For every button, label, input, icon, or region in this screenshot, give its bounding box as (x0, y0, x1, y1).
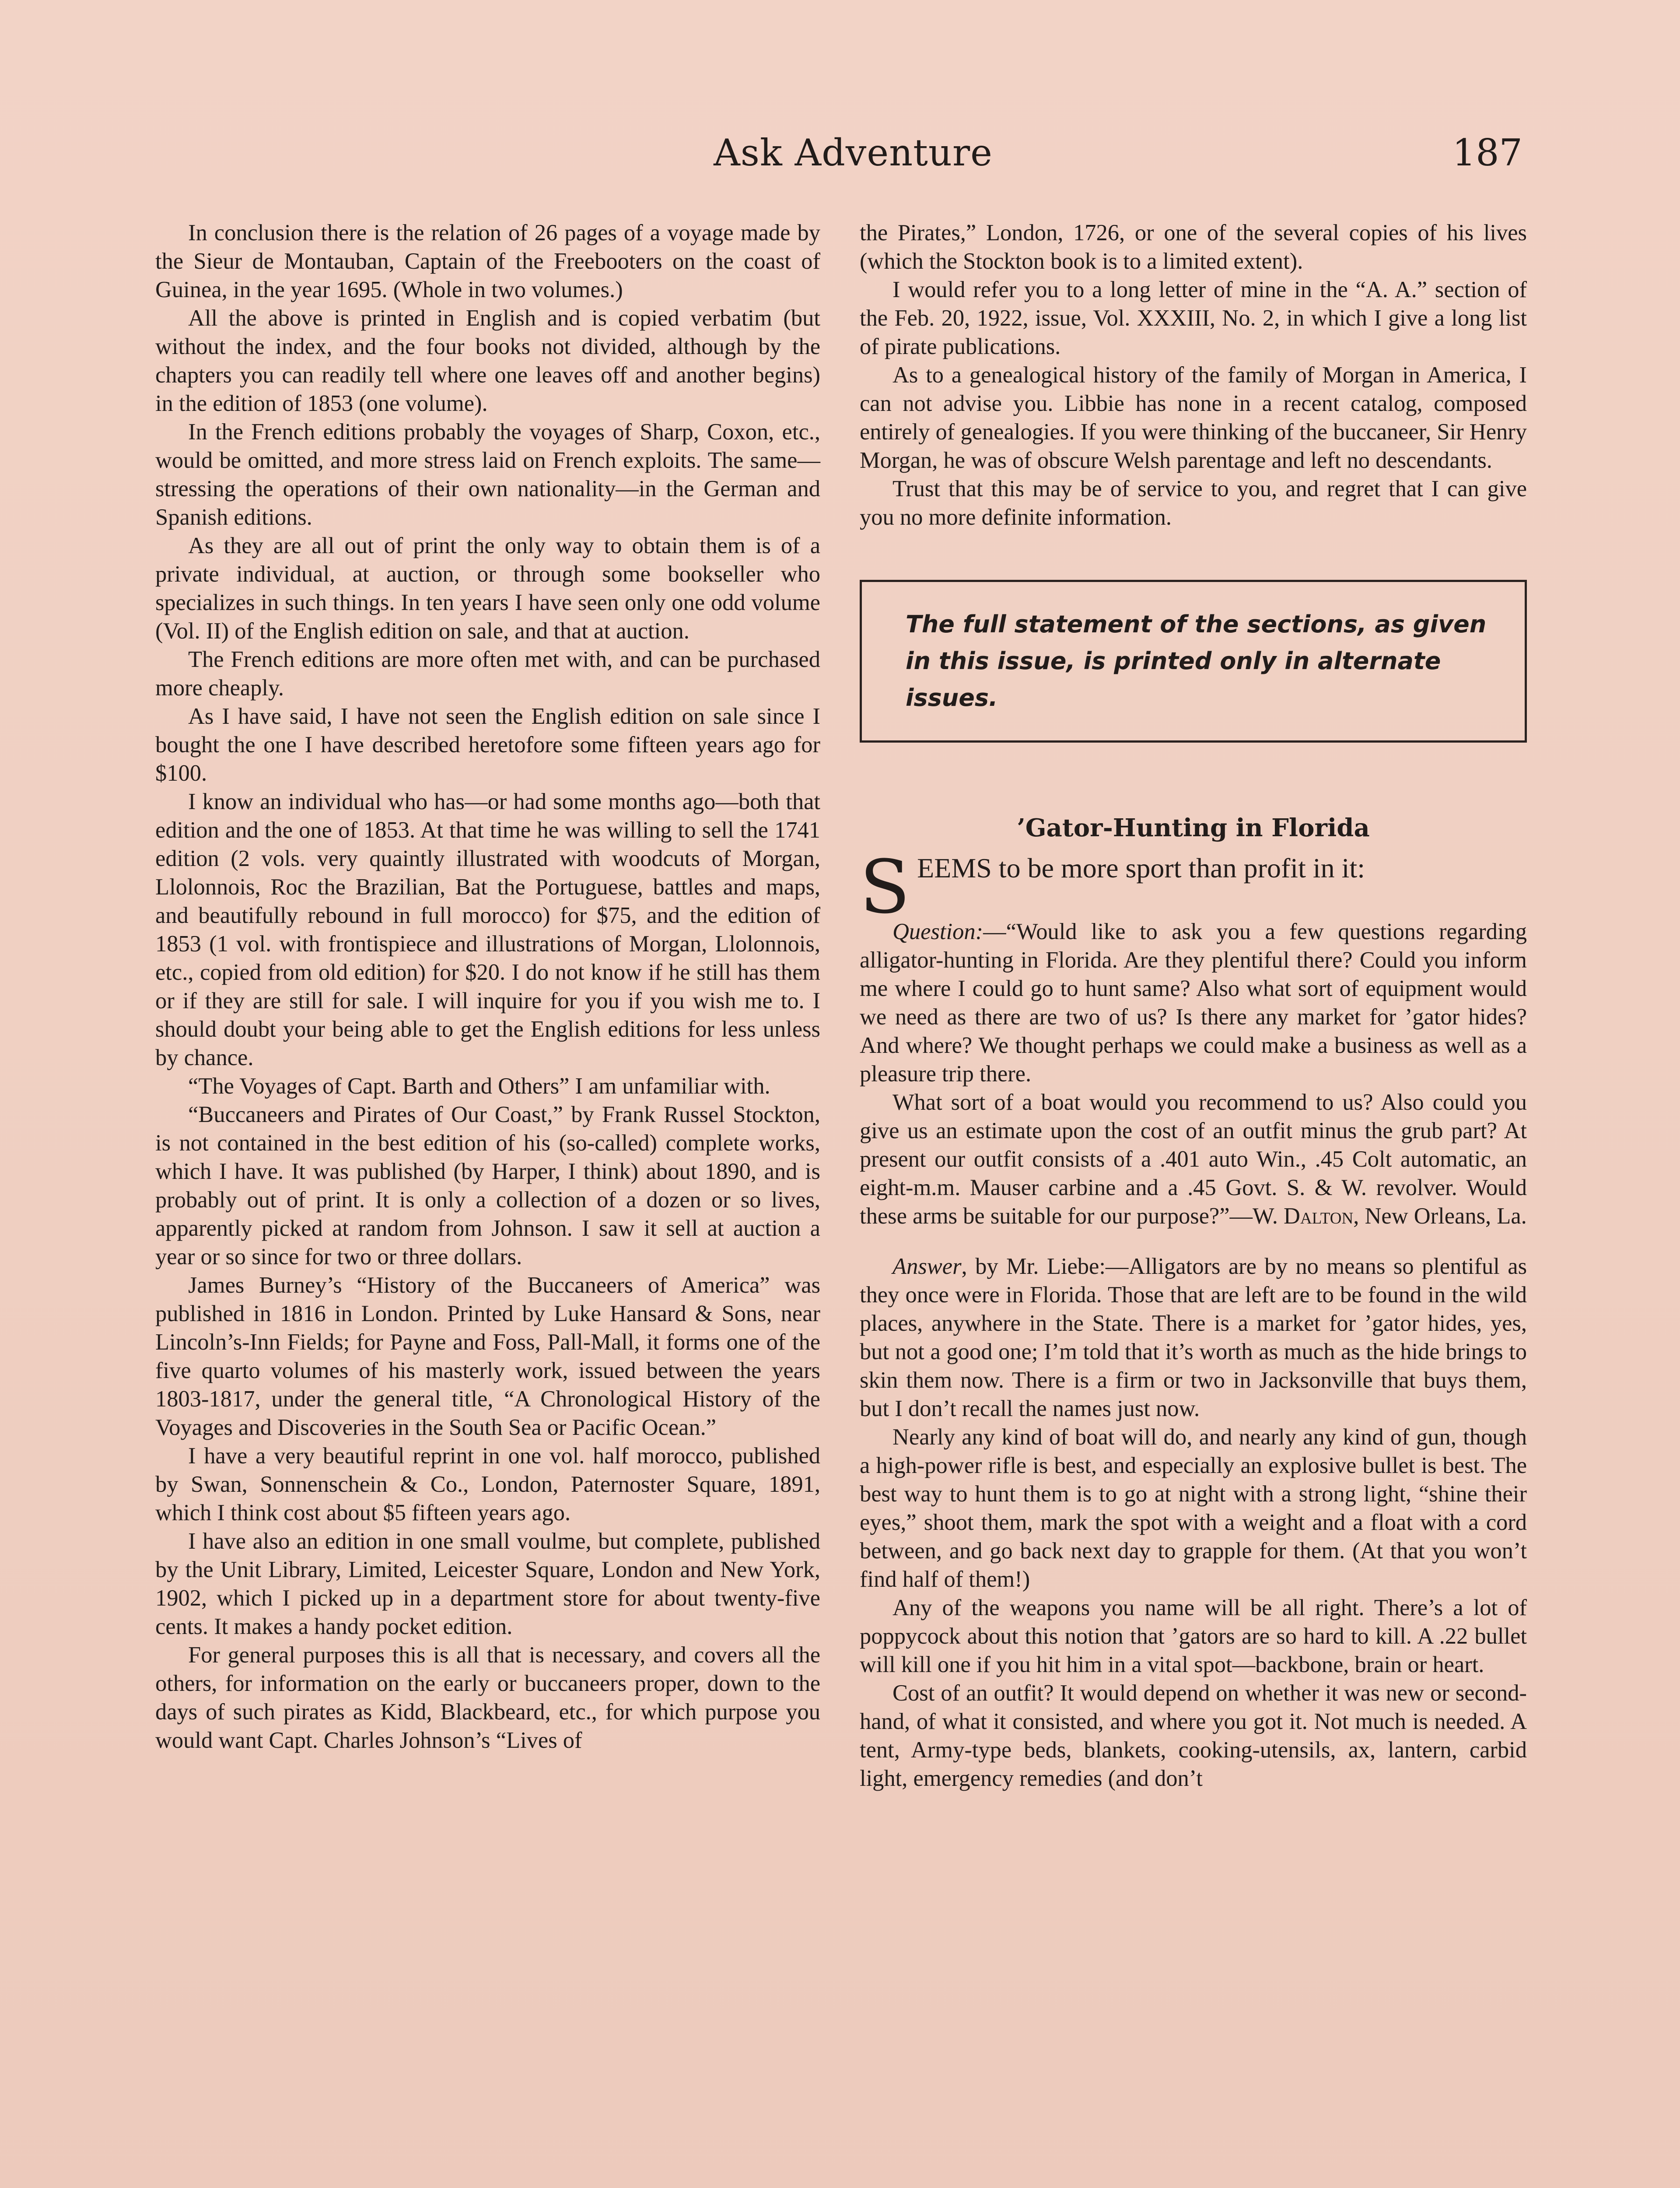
paragraph: Nearly any kind of boat will do, and nearly any kind of gun, though a high-power rifle is best, and especially an explosive bullet is best. The best way to hunt them is to go at night with a strong light, “shine their eyes,” shoot them, mark the spot with a weight and a float with a cord between, and go back next day to grapple for them. (At that you won’t find half of them!) (860, 1424, 1527, 1592)
question-location: , New Orleans, La. (1353, 1203, 1527, 1229)
paragraph: I know an individual who has—or had some months ago—both that edition and the one of 1853. At that time he was willing to sell the 1741 edition (2 vols. very quaintly illustrated with woodcuts of Morgan, Llolonnois, Roc the Brazilian, Bat the Portuguese, battles and maps, and beautifully rebound in full morocco) for $75, and the edition of 1853 (1 vol. with frontispiece and illustrations of Morgan, Llolonnois, etc., copied from old edition) for $20. I do not know if he still has them or if they are still for sale. I will inquire for you if you wish me to. I should doubt your being able to get the English editions for less unless by chance. (155, 789, 820, 1070)
paragraph: James Burney’s “History of the Buccaneers of America” was published in 1816 in London. Printed by Luke Hansard & Sons, near Lincoln’s-Inn Fields; for Payne and Foss, Pall-Mall, it forms one of the five quarto volumes of his masterly work, issued between the years 1803-1817, under the general title, “A Chronological History of the Voyages and Discoveries in the South Sea or Pacific Ocean.” (155, 1273, 820, 1440)
paragraph: Any of the weapons you name will be all right. There’s a lot of poppycock about this notion that ’gators are so hard to kill. A .22 bullet will kill one if you hit him in a vital spot—backbone, brain or heart. (860, 1595, 1527, 1677)
paragraph: In the French editions probably the voyages of Sharp, Coxon, etc., would be omitted, and more stress laid on French exploits. The same—stressing the operations of their own nationality—in the German and Spanish editions. (155, 419, 820, 530)
section-heading: ’Gator-Hunting in Florida (1017, 813, 1370, 842)
paragraph: I have a very beautiful reprint in one vol. half morocco, published by Swan, Sonnenschein & Co., London, Paternoster Square, 1891, which I think cost about $5 fifteen years ago. (155, 1443, 820, 1525)
question-text-2: What sort of a boat would you recommend to us? Also could you give us an estimate upon the cost of an outfit minus the grub part? At present our outfit consists of a .401 auto Win., .45 Colt automatic, an eight-m.m. Mauser carbine and a .45 Govt. S. & W. revolver. Would these arms be suitable for our purpose?”— (860, 1090, 1527, 1229)
left-column (155, 219, 820, 1755)
paragraph: I would refer you to a long letter of mine in the “A. A.” section of the Feb. 20, 1922, issue, Vol. XXXIII, No. 2, in which I give a long list of pirate publications. (860, 277, 1527, 359)
paragraph-continuation: the Pirates,” London, 1726, or one of the several copies of his lives (which the Stockton book is to a limited extent). (860, 220, 1527, 274)
paragraph: As I have said, I have not seen the English edition on sale since I bought the one I have described heretofore some fifteen years ago for $100. (155, 704, 820, 786)
paragraph: I have also an edition in one small voulme, but complete, published by the Unit Library, Limited, Leicester Square, London and New York, 1902, which I picked up in a department store for about twenty-five cents. It makes a handy pocket edition. (155, 1529, 820, 1639)
question-text: —“Would like to ask you a few questions regarding alligator-hunting in Florida. Are they plentiful there? Could you inform me where I could go to hunt same? Also what sort of equipment would we need as there are two of us? Is there any market for ’gator hides? And where? We thought perhaps we could make a business as well as a pleasure trip there. (860, 919, 1527, 1087)
question-signature: W. Dalton (1253, 1203, 1354, 1229)
paragraph: “Buccaneers and Pirates of Our Coast,” by Frank Russel Stockton, is not contained in the best edition of his (so-called) complete works, which I have. It was published (by Harper, I think) about 1890, and is probably out of print. It is only a collection of a dozen or so lives, apparently picked at random from Johnson. I saw it sell at auction a year or so since for two or three dollars. (155, 1102, 820, 1269)
paragraph: Cost of an outfit? It would depend on whether it was new or second-hand, of what it consisted, and where you got it. Not much is needed. A tent, Army-type beds, blankets, cooking-utensils, ax, lantern, carbid light, emergency remedies (and don’t (860, 1680, 1527, 1791)
page-header (184, 131, 1522, 184)
paragraph: The French editions are more often met with, and can be purchased more cheaply. (155, 647, 820, 701)
paragraph: As to a genealogical history of the family of Morgan in America, I can not advise you. Libbie has none in a recent catalog, composed entirely of genealogies. If you were thinking of the buccaneer, Sir Henry Morgan, he was of obscure Welsh parentage and left no descendants. (860, 362, 1527, 473)
drop-cap: S (860, 844, 910, 930)
answer-text: , by Mr. Liebe:—Alligators are by no means so plentiful as they once were in Florida. Those that are left are to be found in the wild places, anywhere in the State. There is a market for ’gator hides, yes, but not a good one; I’m told that it’s worth as much as the hide brings to skin them now. There is a firm or two in Jacksonville that buys them, but I don’t recall the names just now. (860, 1254, 1527, 1421)
answer-paragraph (860, 1252, 1527, 1423)
question-paragraph (860, 918, 1527, 1088)
paragraph: As they are all out of print the only way to obtain them is of a private individual, at auction, or through some bookseller who specializes in such things. In ten years I have seen only one odd volume (Vol. II) of the English edition on sale, and that at auction. (155, 533, 820, 644)
right-column (860, 219, 1527, 1793)
paragraph: All the above is printed in English and is copied verbatim (but without the index, and the four books not divided, although by the chapters you can readily tell where one leaves off and another begins) in the edition of 1853 (one volume). (155, 305, 820, 416)
lead-text: EEMS to be more sport than profit in it: (917, 852, 1365, 884)
page-number: 187 (1452, 131, 1522, 174)
question-label: Question: (892, 919, 984, 944)
lead-paragraph (860, 844, 1527, 930)
paragraph: Trust that this may be of service to you, and regret that I can give you no more definite information. (860, 476, 1527, 530)
running-title: Ask Adventure (714, 131, 993, 174)
boxed-notice: The full statement of the sections, as given in this issue, is printed only in alternate issues. (860, 580, 1527, 743)
question-paragraph-2 (860, 1088, 1527, 1231)
paragraph: “The Voyages of Capt. Barth and Others” I am unfamiliar with. (188, 1073, 770, 1099)
answer-label: Answer (892, 1254, 962, 1279)
paragraph: In conclusion there is the relation of 26 pages of a voyage made by the Sieur de Montauban, Captain of the Freebooters on the coast of Guinea, in the year 1695. (Whole in two volumes.) (155, 220, 820, 302)
paragraph: For general purposes this is all that is necessary, and covers all the others, for information on the early or buccaneers proper, down to the days of such pirates as Kidd, Blackbeard, etc., for which purpose you would want Capt. Charles Johnson’s “Lives of (155, 1642, 820, 1753)
